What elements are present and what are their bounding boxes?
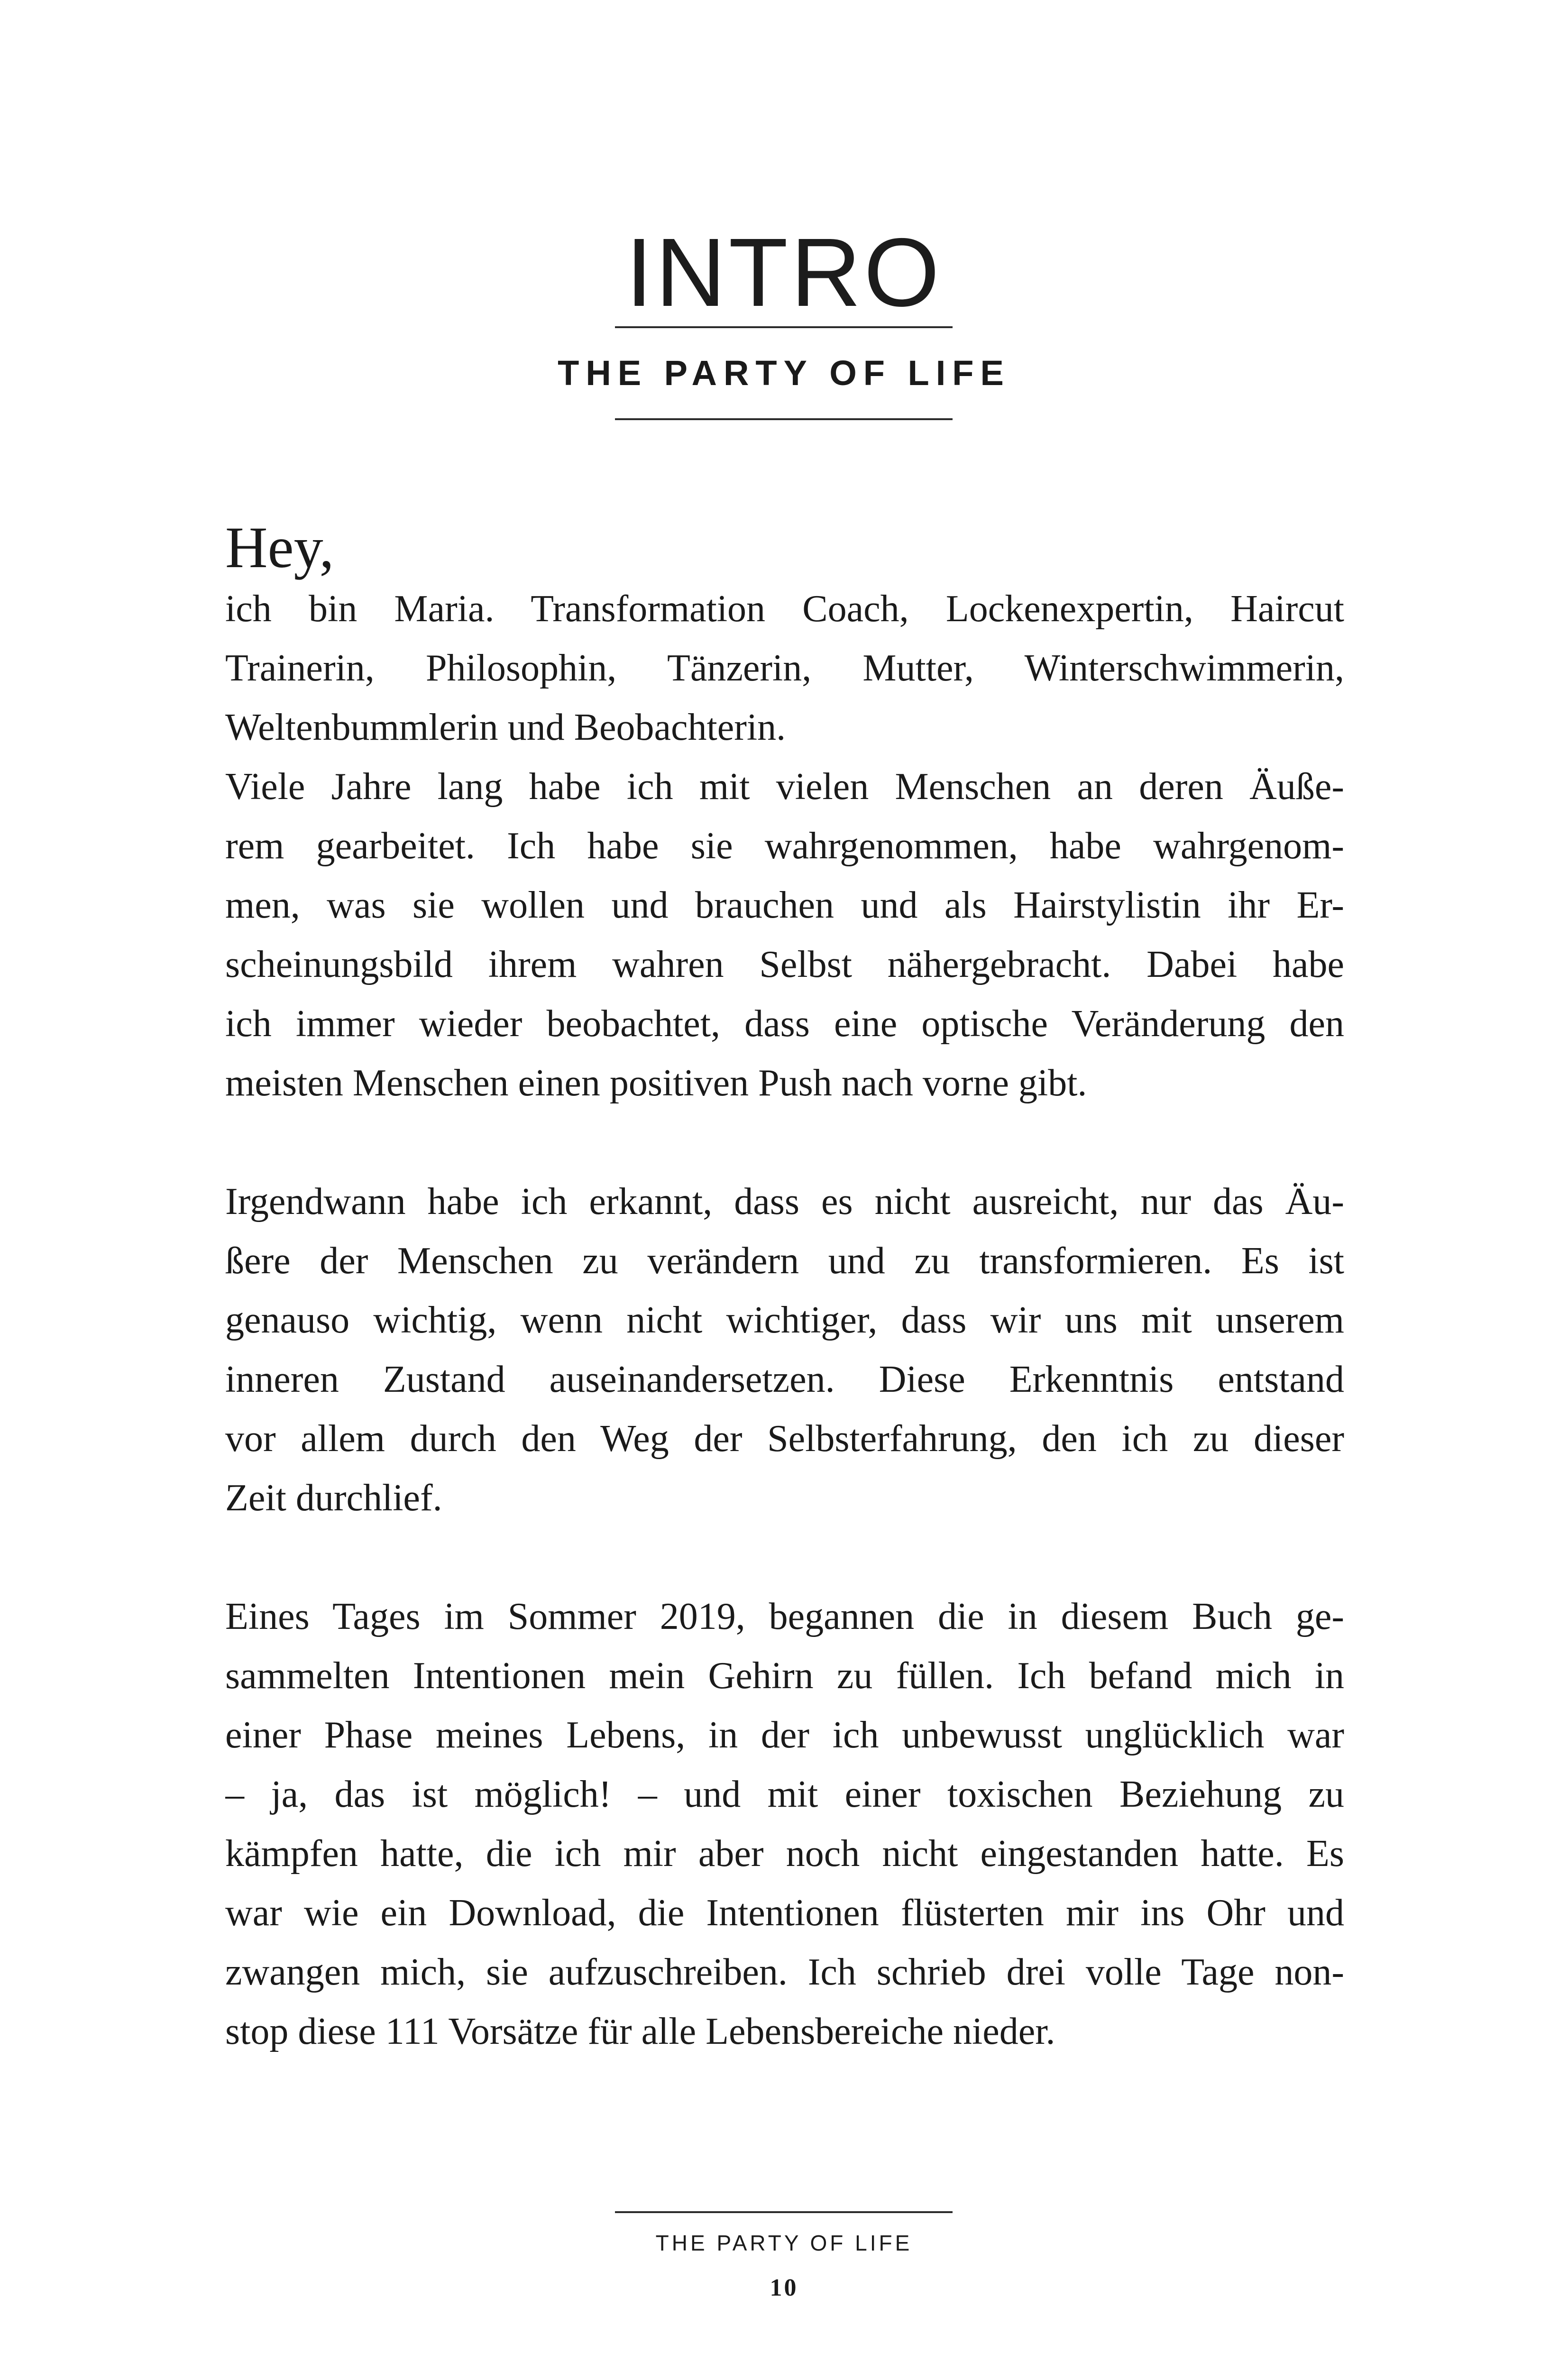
running-footer-title: THE PARTY OF LIFE [655,2231,913,2255]
text-line: Eines Tages im Sommer 2019, begannen die in diesem Buch ge- [225,1596,1344,1637]
chapter-subtitle: THE PARTY OF LIFE [558,353,1010,393]
title-divider-bottom [615,418,953,420]
paragraph-spacer [225,1113,1344,1172]
title-divider-top [615,326,953,328]
greeting: Hey, [225,515,334,580]
text-line: scheinungsbild ihrem wahren Selbst nähergebracht. Dabei habe [225,944,1344,985]
text-line: meisten Menschen einen positiven Push nach vorne gibt. [225,1062,1087,1104]
text-line: war wie ein Download, die Intentionen flüsterten mir ins Ohr und [225,1892,1344,1934]
body-text [225,579,1344,2061]
text-line: men, was sie wollen und brauchen und als Hairstylistin ihr Er- [225,884,1344,926]
text-line: vor allem durch den Weg der Selbsterfahrung, den ich zu dieser [225,1418,1344,1460]
text-line: ßere der Menschen zu verändern und zu transformieren. Es ist [225,1240,1344,1282]
footer-divider [615,2211,953,2213]
text-line: sammelten Intentionen mein Gehirn zu füllen. Ich befand mich in [225,1655,1344,1697]
chapter-title: INTRO [625,218,943,327]
text-line: – ja, das ist möglich! – und mit einer toxischen Beziehung zu [225,1774,1344,1815]
text-line: kämpfen hatte, die ich mir aber noch nicht eingestanden hatte. Es [225,1833,1344,1875]
text-line: Irgendwann habe ich erkannt, dass es nicht ausreicht, nur das Äu- [225,1181,1344,1222]
text-line: zwangen mich, sie aufzuschreiben. Ich schrieb drei volle Tage non- [225,1951,1344,1993]
text-line: inneren Zustand auseinandersetzen. Diese Erkenntnis entstand [225,1359,1344,1400]
text-line: ich bin Maria. Transformation Coach, Lockenexpertin, Haircut [225,588,1344,630]
page-number: 10 [770,2274,798,2301]
text-line: einer Phase meines Lebens, in der ich unbewusst unglücklich war [225,1714,1344,1756]
text-line: Viele Jahre lang habe ich mit vielen Menschen an deren Äuße- [225,766,1344,808]
text-line: Zeit durchlief. [225,1477,442,1519]
text-line: Trainerin, Philosophin, Tänzerin, Mutter, Winterschwimmerin, [225,647,1344,689]
paragraph-1 [225,579,1344,1113]
text-line: genauso wichtig, wenn nicht wichtiger, dass wir uns mit unserem [225,1299,1344,1341]
text-line: rem gearbeitet. Ich habe sie wahrgenommen, habe wahrgenom- [225,825,1344,867]
text-line: stop diese 111 Vorsätze für alle Lebensbereiche nieder. [225,2011,1055,2052]
paragraph-2 [225,1172,1344,1528]
text-line: Weltenbummlerin und Beobachterin. [225,707,786,748]
text-line: ich immer wieder beobachtet, dass eine optische Veränderung den [225,1003,1344,1045]
paragraph-spacer [225,1528,1344,1587]
paragraph-3 [225,1587,1344,2061]
